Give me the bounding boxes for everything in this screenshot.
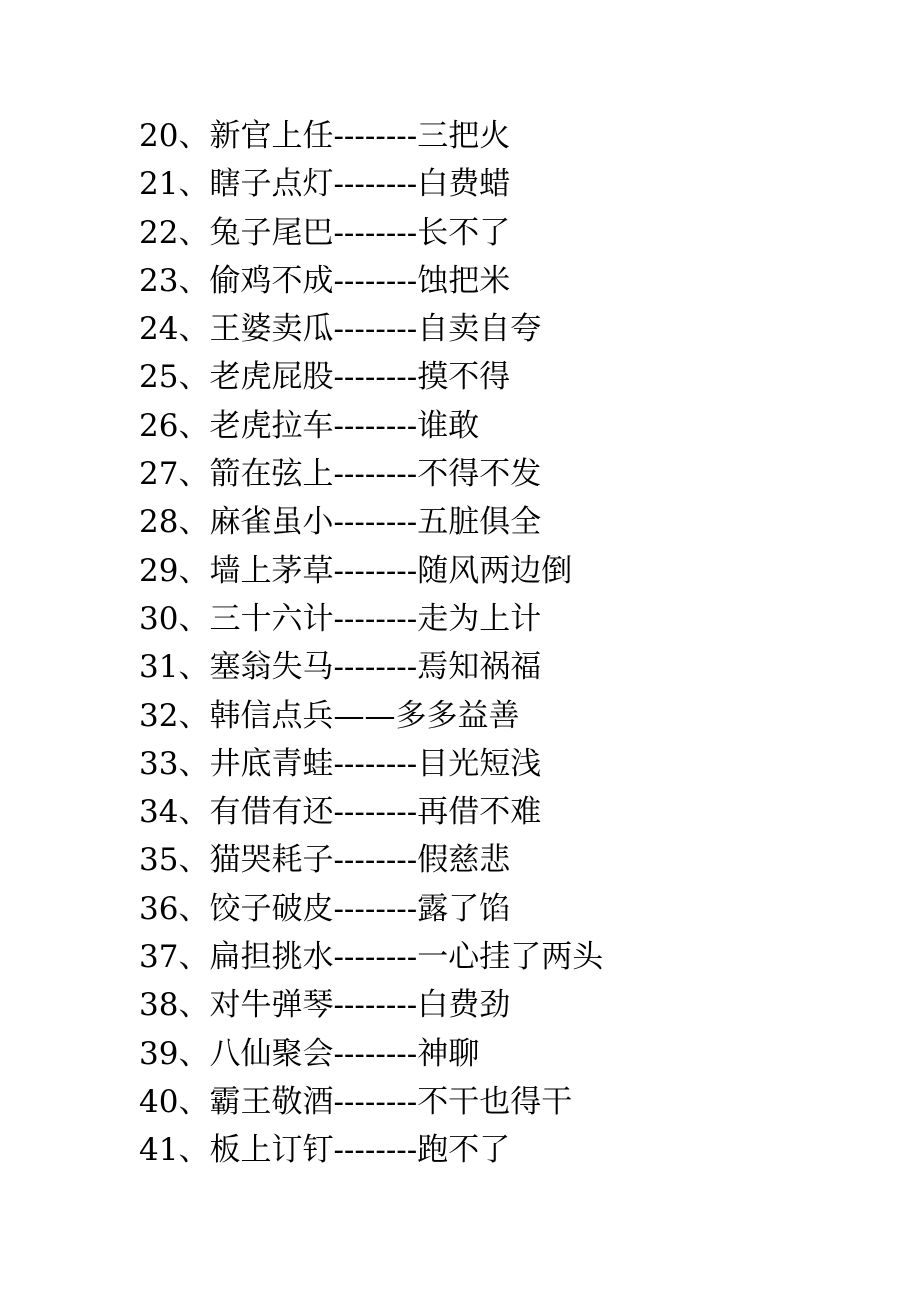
list-item: 23、偷鸡不成--------蚀把米: [139, 262, 511, 299]
list-item: 31、塞翁失马--------焉知祸福: [139, 649, 542, 686]
list-item: 32、韩信点兵——多多益善: [139, 697, 520, 734]
list-item: 22、兔子尾巴--------长不了: [139, 214, 511, 251]
list-item: 25、老虎屁股--------摸不得: [139, 359, 511, 396]
list-item: 36、饺子破皮--------露了馅: [139, 890, 511, 927]
list-item: 30、三十六计--------走为上计: [139, 600, 542, 637]
list-item: 40、霸王敬酒--------不干也得干: [139, 1083, 573, 1120]
list-item: 38、对牛弹琴--------白费劲: [139, 987, 511, 1024]
list-item: 28、麻雀虽小--------五脏俱全: [139, 504, 542, 541]
list-item: 33、井底青蛙--------目光短浅: [139, 745, 542, 782]
list-item: 26、老虎拉车--------谁敢: [139, 407, 480, 444]
list-item: 20、新官上任--------三把火: [139, 118, 511, 154]
xiehouyu-list: [139, 112, 603, 1175]
list-item: 27、箭在弦上--------不得不发: [139, 456, 542, 493]
list-item: 24、王婆卖瓜--------自卖自夸: [139, 311, 542, 348]
list-item: 39、八仙聚会--------神聊: [139, 1035, 480, 1072]
list-item: 21、瞎子点灯--------白费蜡: [139, 166, 511, 203]
list-item: 35、猫哭耗子--------假慈悲: [139, 842, 511, 879]
list-item: 34、有借有还--------再借不难: [139, 794, 542, 831]
list-item: 29、墙上茅草--------随风两边倒: [139, 552, 573, 589]
list-item: 41、板上订钉--------跑不了: [139, 1132, 511, 1169]
list-item: 37、扁担挑水--------一心挂了两头: [139, 939, 604, 976]
